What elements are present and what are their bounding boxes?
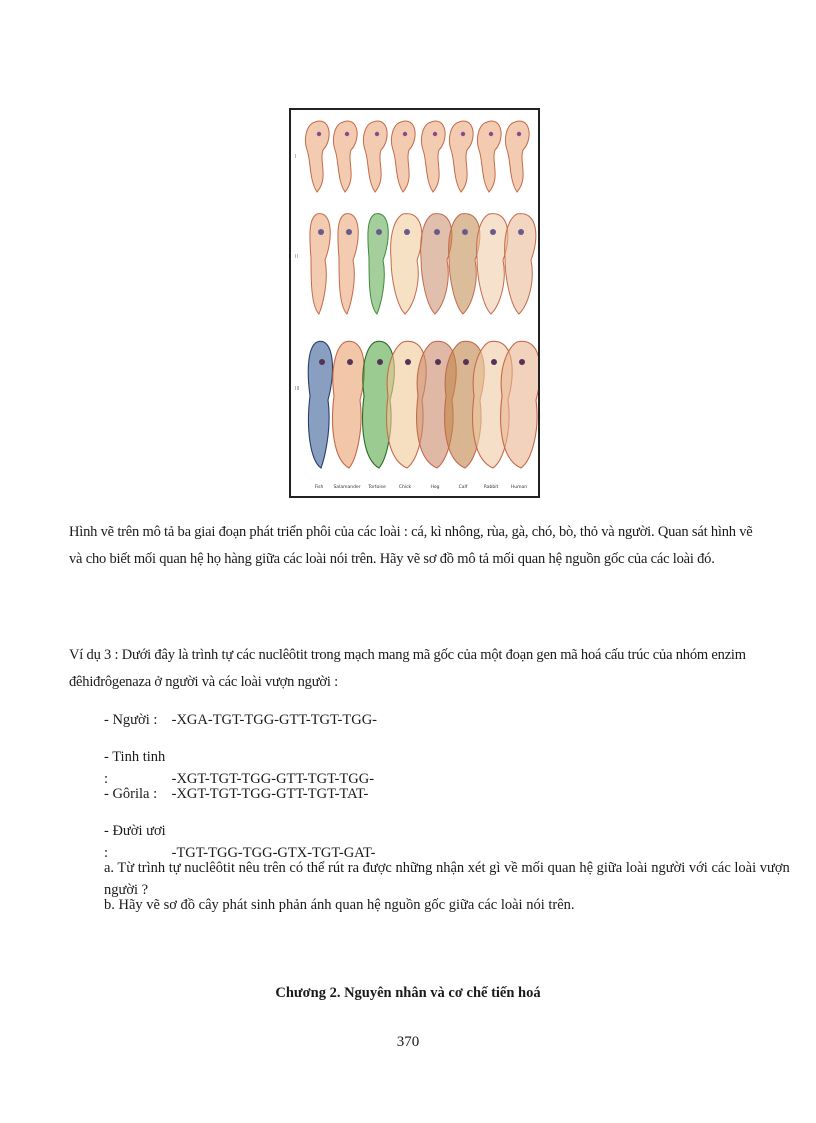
embryo-eye-mark [404,229,410,235]
sequence-row-human [104,709,377,731]
embryo-eye-mark [491,359,497,365]
embryo-eye-mark [517,132,521,136]
embryo-stage2-shape [449,214,480,314]
embryo-eye-mark [318,229,324,235]
embryo-eye-mark [489,132,493,136]
species-label: Calf [458,485,468,490]
embryo-stage3-shape [501,341,538,468]
species-label: Human [510,485,528,490]
embryo-stage2-shape [421,214,452,314]
embryo-eye-mark [433,132,437,136]
species-label: Fish [314,485,324,490]
embryo-eye-mark [375,132,379,136]
embryo-stage2-shape [368,214,388,314]
species-label: Tortoise [368,485,386,490]
embryo-stage1-shape [477,121,501,192]
page-number: 370 [396,1034,420,1050]
embryo-eye-mark [490,229,496,235]
embryo-eye-mark [462,229,468,235]
embryo-stage2-shape [505,214,536,314]
embryo-eye-mark [345,132,349,136]
embryo-eye-mark [435,359,441,365]
embryo-comparison-figure [289,108,540,498]
embryo-stage1-shape [421,121,445,192]
species-label: Hog [430,485,440,490]
embryo-eye-mark [319,359,325,365]
embryo-eye-mark [317,132,321,136]
stage-label: I [295,154,297,160]
sequence-label: - Tinh tinh : [104,749,166,787]
embryo-stage1-shape [449,121,473,192]
embryo-eye-mark [461,132,465,136]
embryo-eye-mark [377,359,383,365]
embryo-eye-mark [519,359,525,365]
embryo-stage2-shape [391,214,422,314]
sequence-label: - Người : [104,712,158,728]
embryo-stage1-shape [391,121,415,192]
embryo-stage2-shape [477,214,508,314]
stage-label: II [295,254,298,260]
embryo-eye-mark [346,229,352,235]
embryo-stage2-shape [338,214,358,314]
embryo-eye-mark [405,359,411,365]
species-label: Rabbit [483,485,499,490]
embryo-eye-mark [463,359,469,365]
sequence-value: -TGT-TGG-TGG-GTX-TGT-GAT- [171,845,376,861]
sequence-row-orangutan [104,820,376,861]
question-a: a. Từ trình tự nuclêôtit nêu trên có thể rút ra được những nhận xét gì về mối quan hệ giữa loài người với các loài vượn người ? [104,860,790,898]
question-b: b. Hãy vẽ sơ đồ cây phát sinh phản ánh quan hệ nguồn gốc giữa các loài nói trên. [104,897,575,913]
embryo-eye-mark [518,229,524,235]
embryo-eye-mark [376,229,382,235]
embryo-illustration [291,110,538,496]
embryo-stage1-shape [363,121,387,192]
species-label: Chick [398,485,412,490]
embryo-eye-mark [434,229,440,235]
embryo-eye-mark [403,132,407,136]
figure-description-paragraph: Hình vẽ trên mô tả ba giai đoạn phát triển phôi của các loài : cá, kì nhông, rùa, gà, chó, bò, thỏ và người. Quan sát hình vẽ và cho biết mối quan hệ họ hàng giữa các loài nói trên. Hãy vẽ sơ đồ mô tả mối quan hệ nguồn gốc của các loài đó. [69,524,753,567]
sequence-value: -XGA-TGT-TGG-GTT-TGT-TGG- [171,712,378,728]
example-3-paragraph: Ví dụ 3 : Dưới đây là trình tự các nuclêôtit trong mạch mang mã gốc của một đoạn gen mã hoá cấu trúc của nhóm enzim đêhiđrôgenaza ở người và các loài vượn người : [69,647,746,690]
sequence-label: - Gôrila : [104,786,158,802]
embryo-eye-mark [347,359,353,365]
embryo-stage1-shape [333,121,357,192]
species-label: Salamander [333,485,361,490]
embryo-stage1-shape [505,121,529,192]
stage-label: III [295,386,300,392]
sequence-row-chimpanzee [104,746,375,787]
sequence-label: - Đười ươi : [104,823,166,861]
sequence-value: -XGT-TGT-TGG-GTT-TGT-TAT- [171,786,369,802]
embryo-stage2-shape [310,214,330,314]
sequence-row-gorilla [104,783,368,805]
sequence-value: -XGT-TGT-TGG-GTT-TGT-TGG- [171,771,375,787]
embryo-stage1-shape [305,121,329,192]
chapter-title: Chương 2. Nguyên nhân và cơ chế tiến hoá [275,985,541,1001]
